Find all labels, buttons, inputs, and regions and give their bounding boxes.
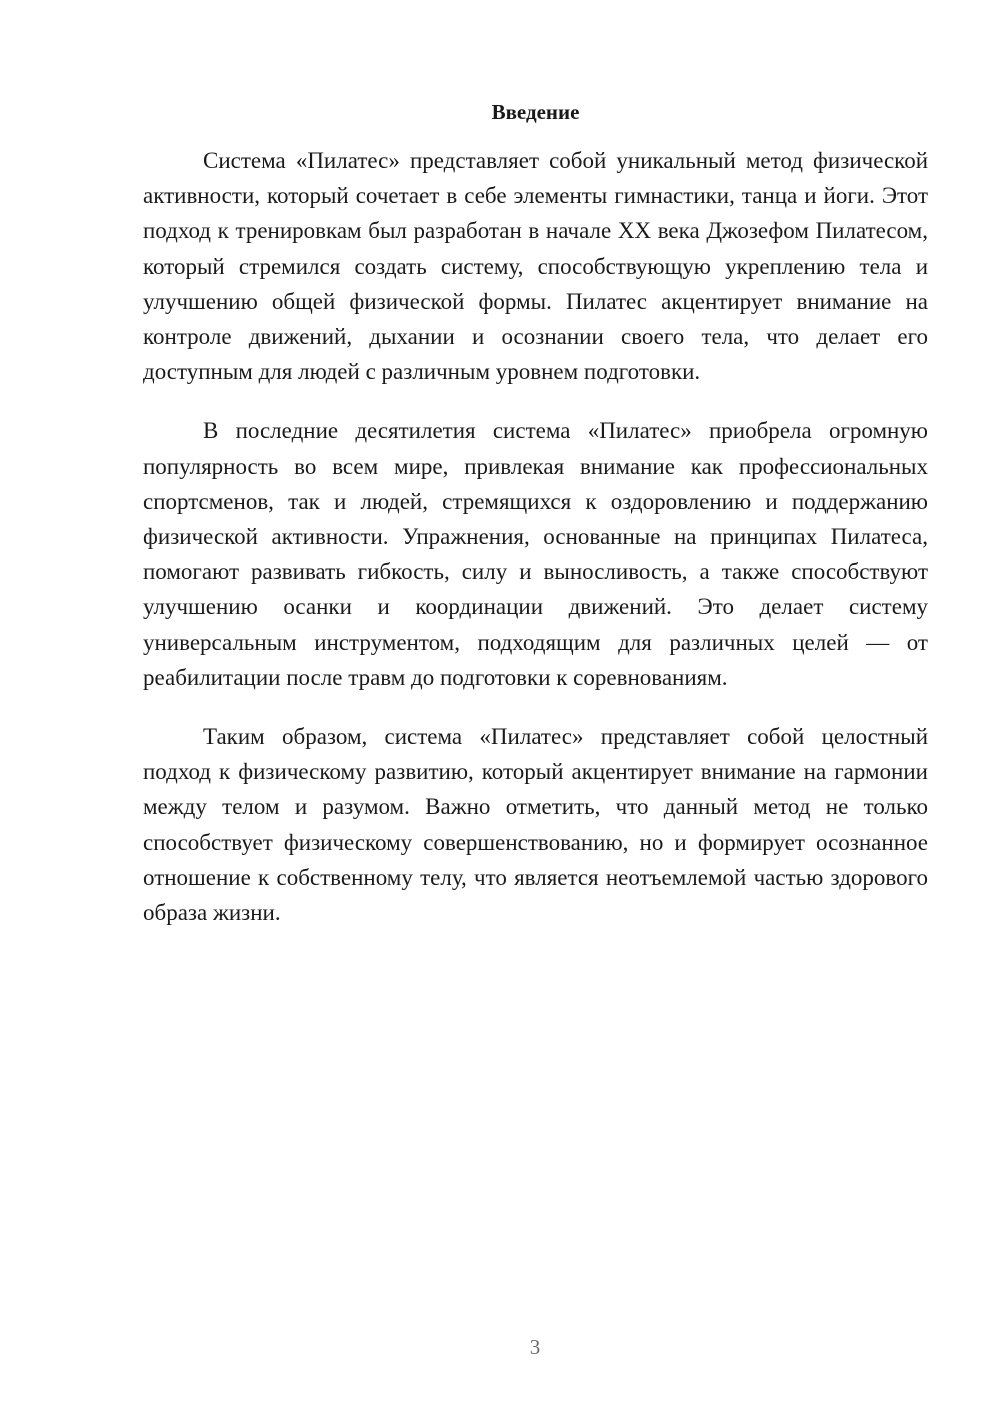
page-number: 3 [529, 1335, 541, 1359]
paragraph-intro: Система «Пилатес» представляет собой уникальный метод физической активности, который сочетает в себе элементы гимнастики, танца и йоги. Этот подход к тренировкам был разработан в начале XX века Джозефом Пилатесом, который стремился создать систему, способствующую укреплению тела и улучшению общей физической формы. Пилатес акцентирует внимание на контроле движений, дыхании и осознании своего тела, что делает его доступным для людей с различным уровнем подготовки. [143, 148, 928, 385]
page-title: Введение [491, 100, 580, 124]
paragraph-popularity: В последние десятилетия система «Пилатес» приобрела огромную популярность во всем мире, привлекая внимание как профессиональных спортсменов, так и людей, стремящихся к оздоровлению и поддержанию физической активности. Упражнения, основанные на принципах Пилатеса, помогают развивать гибкость, силу и выносливость, а также способствуют улучшению осанки и координации движений. Это делает систему универсальным инструментом, подходящим для различных целей — от реабилитации после травм до подготовки к соревнованиям. [143, 418, 928, 690]
body-text [143, 143, 928, 930]
paragraph-conclusion: Таким образом, система «Пилатес» представляет собой целостный подход к физическому развитию, который акцентирует внимание на гармонии между телом и разумом. Важно отметить, что данный метод не только способствует физическому совершенствованию, но и формирует осознанное отношение к собственному телу, что является неотъемлемой частью здорового образа жизни. [143, 724, 928, 926]
